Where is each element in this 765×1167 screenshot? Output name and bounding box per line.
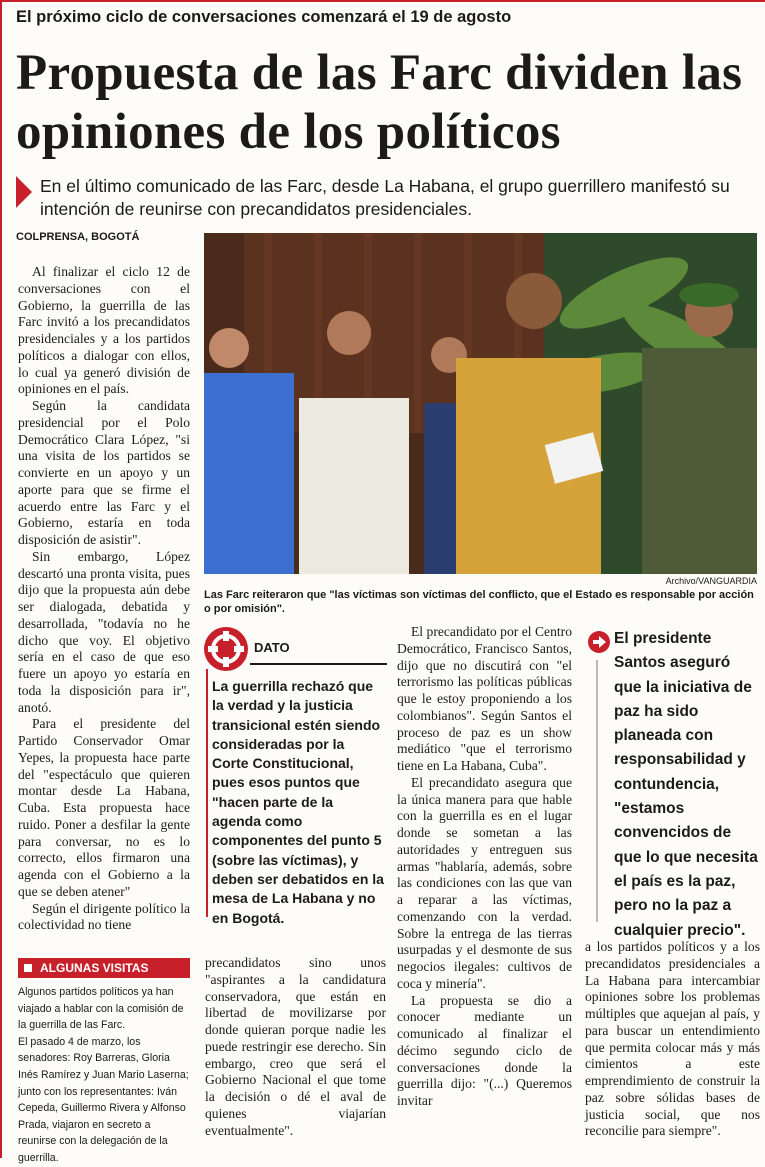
headline: Propuesta de las Farc dividen las opiniones de los políticos <box>16 45 743 160</box>
body-column-3 <box>397 624 572 1110</box>
square-bullet-icon <box>24 964 32 972</box>
dato-text: La guerrilla rechazó que la verdad y la justicia transicional estén siendo consideradas por la Corte Constitucional, pues esos puntos que "hacen parte de la agenda como componentes del punto 5 (sobre las víctimas), y deben ser debatidos en la mesa de La Habana y no en Bogotá. <box>212 678 384 926</box>
divider <box>206 669 208 917</box>
paragraph: precandidatos sino unos "aspirantes a la candidatura conservadora, que están en libertad de movilizarse por donde quieran porque nadie les puede restringir ese derecho. Sin embargo, creo que será el Gobierno Nacional el que tome la decisión o dé el aval de quienes viajarían eventualmente". <box>205 955 386 1138</box>
body-column-2 <box>205 955 386 1139</box>
left-red-rule <box>0 0 2 1158</box>
deck: En el último comunicado de las Farc, desde La Habana, el grupo guerrillero manifestó su intención de reunirse con precandidatos presidenciales. <box>40 176 730 219</box>
paragraph: El precandidato por el Centro Democrático, Francisco Santos, dijo que no discutirá con "el terrorismo las políticas públicas que le estoy proponiendo a los colombianos". Según Santos el proceso de paz es un show mediático "que el terrorismo tiene en La Habana, Cuba". <box>397 624 572 773</box>
photo-credit: Archivo/VANGUARDIA <box>665 576 757 586</box>
news-photo <box>204 233 757 574</box>
paragraph: Sin embargo, López descartó una pronta visita, pues dijo que la propuesta aún debe ser dialogada, debatida y desarrollada, "todavía no he dicho que voy. El objetivo sería en el caso de que eso fuere un apoyo yo estaría en toda la disposición para ir", anotó. <box>18 548 190 715</box>
paragraph: Al finalizar el ciclo 12 de conversaciones con el Gobierno, la guerrilla de las Farc invitó a los precandidatos presidenciales y a los partidos políticos a dialogar con ellos, lo cual ya generó división de opiniones en el país. <box>18 264 190 397</box>
dato-label: DATO <box>254 640 290 655</box>
body-column-4 <box>585 939 760 1140</box>
dato-box <box>204 627 387 926</box>
photo-illustration <box>204 233 757 574</box>
paragraph: Según la candidata presidencial por el Polo Democrático Clara López, "si una visita de los partidos se convierte en un apoyo y un aporte para que se firme el acuerdo entre las Farc y el Gobierno, estaría en toda disposición de asistir". <box>18 398 190 547</box>
paragraph: La propuesta se dio a conocer mediante un comunicado al finalizar el décimo segundo ciclo de conversaciones donde la guerrilla dijo: "(...) Queremos invitar <box>397 992 572 1108</box>
arrow-circle-icon <box>588 631 610 653</box>
photo-caption: Las Farc reiteraron que "las víctimas son víctimas del conflicto, que el Estado es responsable por acción o por omisión". <box>204 589 754 615</box>
paragraph: Algunos partidos políticos ya han viajado a hablar con la comisión de la guerrilla de las Farc. <box>18 986 184 1032</box>
kicker: El próximo ciclo de conversaciones comenzará el 19 de agosto <box>16 8 512 26</box>
right-triangle-icon <box>16 176 32 208</box>
dato-badge-icon <box>204 627 248 671</box>
byline: COLPRENSA, BOGOTÁ <box>16 231 140 243</box>
visitas-header <box>18 958 190 978</box>
divider <box>250 663 387 665</box>
divider <box>596 660 598 922</box>
paragraph: El pasado 4 de marzo, los senadores: Roy Barreras, Gloria Inés Ramírez y Juan Mario Laserna; junto con los representantes: Iván Cepeda, Guillermo Rivera y Alfonso Prada, viajaron en secreto a reunirse con la delegación de la guerrilla. <box>18 1035 189 1164</box>
visitas-title: ALGUNAS VISITAS <box>40 961 149 975</box>
paragraph: El precandidato asegura que la única manera para que hable con la guerrilla es en el lugar donde se sometan a las autoridades y entreguen sus armas "hablaría, además, sobre las condiciones con las que van a reparar a las víctimas, comenzando con la verdad. Sobre la entrega de las tierras usurpadas y el desmonte de sus negocios ilegales: cultivos de coca y minería". <box>397 774 572 991</box>
pull-quote: El presidente Santos aseguró que la iniciativa de paz ha sido planeada con responsabilidad y contundencia, "estamos convencidos de que lo que necesita el país es la paz, pero no la paz a cualquier precio". <box>614 630 758 939</box>
paragraph: Según el dirigente político la colectividad no tiene <box>18 900 190 933</box>
top-red-rule <box>0 0 765 2</box>
body-column-1 <box>18 264 190 934</box>
visitas-body <box>18 984 190 1167</box>
paragraph: Para el presidente del Partido Conservador Omar Yepes, la propuesta hace parte del "espectáculo que quieren montar desde La Habana, Cuba. Esta propuesta hace ruido. Poner a desfilar la gente para conversar, no es lo correcto, ellos firmaron una agenda con el Gobierno a la que se deben atener" <box>18 716 190 899</box>
paragraph: a los partidos políticos y a los precandidatos presidenciales a La Habana para intercambiar opiniones sobre los problemas múltiples que aquejan al país, y para buscar un entendimiento que permita colocar más y más cimientos a este emprendimiento de construir la paz sobre sólidas bases de justicia social, que nos reconcilie para siempre". <box>585 939 760 1139</box>
